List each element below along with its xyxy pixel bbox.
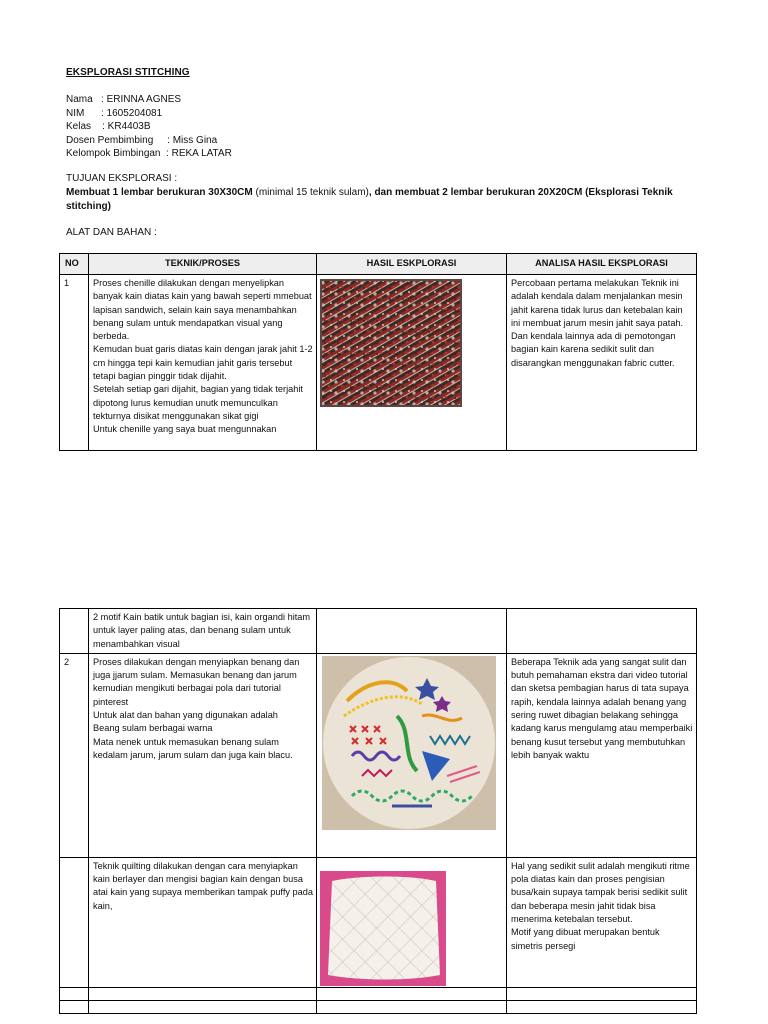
alat-bahan-label: ALAT DAN BAHAN :: [66, 227, 157, 238]
row1-no: 1: [64, 278, 70, 288]
row3-teknik: Teknik quilting dilakukan dengan cara menyiapkan kain berlayer dan mengisi bagian kain dengan busa atai kain yang supaya memberikan tampak puffy pada kain,: [93, 860, 313, 911]
table-row: [60, 1000, 697, 1013]
header-no: NO: [60, 254, 89, 275]
row2-no: 2: [64, 656, 70, 667]
student-info: [66, 93, 232, 161]
tujuan-part-1: Membuat 1 lembar berukuran 30X30CM: [66, 187, 256, 198]
row2-analisa: Beberapa Teknik ada yang sangat sulit dan butuh pemahaman ekstra dari video tutorial dan sketsa pembagian harus di tata supaya rapih, kendala lainnya adalah benang yang sering ruwet dibagian belakang sehingga kadang karus mengulamg atau memperbaiki benang kusut tersebut yang membutuhkan lebih banyak waktu: [511, 656, 693, 760]
info-nama: Nama : ERINNA AGNES: [66, 94, 182, 105]
table-header-row: [60, 254, 697, 275]
embroidery-sampler-photo: [322, 656, 496, 830]
header-hasil: HASIL ESKPLORASI: [317, 254, 507, 275]
row1-teknik-p2: Kemudan buat garis diatas kain dengan jarak jahit 1-2 cm hingga tepi kain kemudian jahit garis tersebut tetapi bagian pinggir tidak dijahit.: [93, 344, 313, 382]
exploration-table-2: [59, 608, 697, 1014]
row1-analisa: Percobaan pertama melakukan Teknik ini adalah kendala dalam menjalankan mesin jahit karena tidak lurus dan ketebalan kain ini membuat jarum mesin jahit saya patah. Dan kendala lainnya ada di pemotongan bagian kain karena sedikit sulit dan disarangkan menggunakan fabric cutter.: [511, 278, 684, 368]
row2-teknik: [89, 654, 316, 764]
tujuan-part-2: (minimal 15 teknik sulam): [255, 187, 369, 198]
table-row: [60, 857, 697, 987]
row3-analisa-p1: Hal yang sedikit sulit adalah mengikuti ritme pola diatas kain dan proses pengisian busa/kain supaya tampak berisi sedikit sulit dan beberapa mesin jahit tidak bisa menerima ketebalan tersebut.: [511, 860, 690, 925]
table-row: [60, 275, 697, 451]
row3-no: [60, 858, 88, 862]
row1-teknik-p1: Proses chenille dilakukan dengan menyelipkan banyak kain diatas kain yang bawah seperti mmebuat lapisan sandwich, selain kain saya menambahkan benang sulam untuk mendapatkan visual yang berbeda.: [93, 278, 312, 342]
row1-teknik-p4: Untuk chenille yang saya buat mengunnakan: [93, 424, 277, 435]
info-nim: NIM : 1605204081: [66, 107, 163, 119]
row3-analisa: [507, 858, 696, 955]
table-row: [60, 609, 697, 654]
row2-teknik-p1: Proses dilakukan dengan menyiapkan benang dan juga jjarum sulam. Memasukan benang dan jarum kemudian mengikuti berbagai pola dari tutorial pinterest: [93, 656, 300, 707]
row2-teknik-p3: Beang sulam berbagai warna: [93, 723, 213, 734]
header-analisa: ANALISA HASIL EKSPLORASI: [507, 254, 697, 275]
quilting-fabric-photo: [320, 871, 446, 986]
row3-analisa-p2: Motif yang dibuat merupakan bentuk simetris persegi: [511, 927, 660, 951]
row1-cont-teknik: 2 motif Kain batik untuk bagian isi, kain organdi hitam untuk layer paling atas, dan benang sulam untuk menambahkan visual: [93, 612, 311, 649]
exploration-table-1: [59, 253, 697, 451]
row2-teknik-p2: Untuk alat dan bahan yang digunakan adalah: [93, 710, 278, 721]
info-dosen: Dosen Pembimbing : Miss Gina: [66, 134, 218, 146]
document-title: EKSPLORASI STITCHING: [66, 67, 190, 78]
header-teknik: TEKNIK/PROSES: [89, 254, 317, 275]
tujuan-text: [66, 186, 676, 213]
row2-teknik-p4: Mata nenek untuk memasukan benang sulam kedalam jarum, jarum sulam dan juga kain blacu.: [93, 736, 293, 760]
table-row: [60, 653, 697, 857]
table-row: [60, 987, 697, 1000]
tujuan-part-3: , dan membuat 2 lembar berukuran 20X20CM (Eksplorasi Teknik stitching): [66, 187, 673, 212]
tujuan-label: TUJUAN EKSPLORASI :: [66, 173, 178, 184]
row1-teknik-p3: Setelah setiap gari dijahit, bagian yang tidak terjahit dipotong lurus kemudian unutk memunculkan tekturnya disikat menggunakan sikat gigi: [93, 384, 303, 421]
row1-teknik: [89, 275, 316, 439]
info-kelompok: Kelompok Bimbingan : REKA LATAR: [66, 148, 232, 159]
info-kelas: Kelas : KR4403B: [66, 121, 151, 132]
chenille-fabric-photo: [320, 279, 462, 407]
